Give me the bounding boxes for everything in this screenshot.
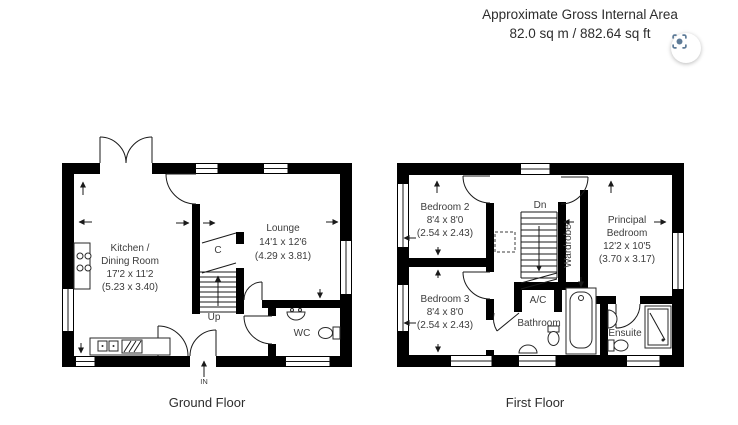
wc-label: WC bbox=[293, 328, 311, 339]
kitchen-label-2: Dining Room bbox=[101, 256, 159, 267]
ground-floor-title: Ground Floor bbox=[168, 395, 246, 410]
bathroom-label: Bathroom bbox=[517, 318, 561, 329]
bedroom2-size-imperial: 8'4 x 8'0 bbox=[426, 215, 464, 226]
lounge-size-imperial: 14'1 x 12'6 bbox=[259, 237, 307, 248]
bedroom2-door bbox=[463, 176, 490, 203]
area-header-value: 82.0 sq m / 882.64 sq ft bbox=[509, 26, 651, 41]
ground-floor-plan bbox=[62, 137, 352, 410]
first-floor-labels bbox=[417, 200, 655, 410]
stairs-down-label: Dn bbox=[533, 200, 547, 211]
bathroom-sink bbox=[519, 345, 537, 353]
ensuite-door bbox=[616, 304, 640, 328]
wc-door bbox=[244, 316, 272, 344]
kitchen-label: Kitchen / bbox=[110, 243, 150, 254]
lounge-door bbox=[244, 282, 262, 300]
bedroom3-size-imperial: 8'4 x 8'0 bbox=[426, 307, 464, 318]
kitchen-size-metric: (5.23 x 3.40) bbox=[101, 282, 159, 293]
cupboard-label: C bbox=[214, 245, 222, 256]
wc-toilet-cistern bbox=[333, 327, 340, 339]
landing-void-dashed bbox=[495, 232, 515, 252]
first-floor-stairs bbox=[495, 212, 557, 289]
area-header-title: Approximate Gross Internal Area bbox=[482, 7, 678, 22]
kitchen-size-imperial: 17'2 x 11'2 bbox=[106, 269, 154, 280]
ensuite-toilet-cistern bbox=[608, 340, 614, 351]
principal-bedroom-label: Principal bbox=[607, 215, 647, 226]
ground-floor-labels bbox=[101, 223, 311, 410]
lounge-label: Lounge bbox=[266, 223, 300, 234]
french-doors bbox=[100, 137, 152, 163]
stairs-up-label: Up bbox=[207, 312, 221, 323]
principal-bedroom-label-2: Bedroom bbox=[606, 228, 648, 239]
kitchen-door bbox=[166, 174, 196, 204]
bedroom2-label: Bedroom 2 bbox=[420, 202, 470, 213]
front-door bbox=[190, 330, 216, 356]
ensuite-toilet-bowl bbox=[614, 340, 628, 351]
ac-label: A/C bbox=[529, 295, 547, 306]
lounge-size-metric: (4.29 x 3.81) bbox=[254, 251, 312, 262]
first-floor-plan bbox=[397, 163, 684, 410]
bathroom-toilet-bowl bbox=[548, 332, 559, 346]
wc-toilet-bowl bbox=[319, 328, 333, 339]
wardrobe-label: Wardrobe bbox=[563, 224, 574, 268]
bedroom2-size-metric: (2.54 x 2.43) bbox=[416, 228, 474, 239]
bedroom3-label: Bedroom 3 bbox=[420, 294, 470, 305]
entrance-label: IN bbox=[200, 377, 208, 386]
principal-bedroom-size-metric: (3.70 x 3.17) bbox=[598, 254, 656, 265]
bedroom3-size-metric: (2.54 x 2.43) bbox=[416, 320, 474, 331]
first-floor-title: First Floor bbox=[505, 395, 565, 410]
principal-bedroom-size-imperial: 12'2 x 10'5 bbox=[603, 241, 651, 252]
bathroom-door bbox=[493, 313, 519, 331]
ensuite-label: Ensuite bbox=[608, 328, 642, 339]
